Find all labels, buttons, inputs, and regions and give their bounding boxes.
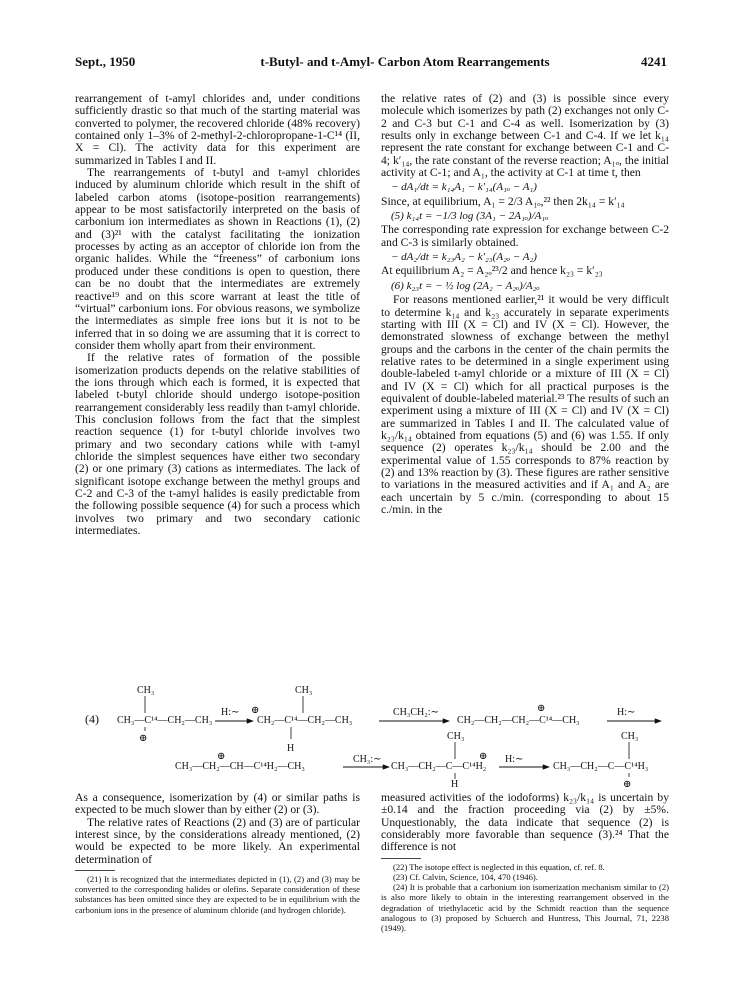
molecule-6-charge: ⊕	[623, 779, 632, 789]
molecule-2-hydrogen: H	[287, 743, 295, 754]
right-column-top	[381, 93, 669, 677]
running-header	[75, 54, 667, 74]
header-page-number: 4241	[641, 54, 667, 69]
footnote-rule	[75, 870, 115, 871]
paragraph: rearrangement of t-amyl chlorides and, under conditions sufficiently drastic so that much of the starting material was converted to polymer, the recovered chloride (48% recovery) contained only 1–3% of 2-methyl-2-chloropropane-1-C¹⁴ (II, X = Cl). The activity data for this experiment are summarized in Tables I and II.	[75, 92, 360, 167]
molecule-2-methyl: CH₃	[295, 685, 313, 696]
molecule-4: CH₃—CH₂—CH—C¹⁴H₂—CH₃	[175, 761, 305, 772]
arrow-1-label: H:∼	[221, 707, 240, 718]
arrow-2-label: CH₃CH₂:∼	[393, 707, 439, 718]
reaction-scheme-svg	[75, 681, 670, 789]
paragraph: The rearrangements of t-butyl and t-amyl chlorides induced by aluminum chloride which result in the shift of labeled carbon atoms (isotope-position rearrangements) appear to be most satisfactorily interpreted on the basis of carbonium ion intermediates as shown in Reactions (1), (2) and (3)²¹ with the catalyst facilitating the ionization processes by acting as an acceptor of chloride ion from the organic halides. While the “freeness” of carbonium ions produced under these conditions is open to question, there can be no doubt that the intermediates are extremely reactive¹⁹ and on this score warrant at least the title of “virtual” carbonium ions. For obvious reasons, we symbolize the intermediates as simple free ions but it is not to be inferred that in so doing we are assuming that it is correct to consider them wholly apart from their environment.	[75, 166, 360, 352]
molecule-5: CH₃—CH₂—C—C¹⁴H₂	[391, 761, 487, 772]
molecule-1-methyl: CH₃	[137, 685, 155, 696]
molecule-1: CH₃—C¹⁴—CH₂—CH₃	[117, 715, 213, 726]
paragraph: At equilibrium A₂ = A₂ₒ²³/2 and hence k₂₃ = k′₂₃	[381, 264, 603, 278]
equation-rate-c1: − dA₁/dt = k₁₄A₁ − k′₁₄(A₁ₒ − A₁)	[391, 181, 537, 194]
right-column-bottom	[381, 792, 669, 942]
molecule-3-charge: ⊕	[537, 703, 546, 714]
footnote-21: (21) It is recognized that the intermediates depicted in (1), (2) and (3) may be converted to the corresponding halides or olefins. Separate consideration of these substances has been omitted since they are expected to be in equilibrium with the carbonium ions in the presence of aluminum chloride (and hydrogen chloride).	[75, 874, 360, 915]
paragraph: If the relative rates of formation of the possible isomerization products depends on the relative stabilities of the ions through which each is formed, it is expected that labeled t-butyl chloride should undergo isotope-position rearrangement considerably less readily than t-amyl chloride. This conclusion follows from the fact that the simplest reaction sequence (1) for t-butyl chloride involves two primary and two secondary cations while with t-amyl chloride the simplest sequences have either two secondary (2) or one primary (3) cations as intermediates. The lack of significant isotope exchange between the methyl groups and C-2 and C-3 of the t-amyl halides is easily predictable from the following possible sequence (4) for such a process which involves two primary and two secondary cationic intermediates.	[75, 351, 360, 538]
molecule-4-charge: ⊕	[217, 751, 226, 762]
header-date: Sept., 1950	[75, 54, 136, 69]
molecule-6: CH₃—CH₂—C—C¹⁴H₃	[553, 761, 649, 772]
paragraph: the relative rates of (2) and (3) is possible since every molecule which isomerizes by path (2) exchanges not only C-2 and C-3 but C-1 and C-4 as well. Isomerization by (3) results only in exchange between C-1 and C-4. If we let k₁₄ represent the rate constant for exchange between C-1 and C-4; k′₁₄, the rate constant of the reverse reaction; A₁ₒ, the initial activity at C-1; and A₁, the activity at C-1 at time t, then	[381, 92, 669, 180]
paragraph: As a consequence, isomerization by (4) or similar paths is expected to be much slower than by either (2) or (3).	[75, 791, 360, 817]
molecule-6-methyl: CH₃	[621, 731, 639, 742]
footnote-22: (22) The isotope effect is neglected in this equation, cf. ref. 8.	[393, 861, 605, 872]
footnote-24: (24) It is probable that a carbonium ion isomerization mechanism similar to (2) is also more likely to obtain in the interesting rearrangement observed in the degradation of triethylacetic acid by the Schmidt reaction than the sequence analogous to (3) proposed by Schuerch and Huntress, This Journal, 71, 2238 (1949).	[381, 882, 669, 933]
molecule-5-charge: ⊕	[479, 751, 488, 762]
molecule-5-hydrogen: H	[451, 779, 459, 789]
molecule-3: CH₂—CH₂—CH₂—C¹⁴—CH₃	[457, 715, 580, 726]
arrow-3-label: H:∼	[617, 707, 636, 718]
paragraph: The corresponding rate expression for exchange between C-2 and C-3 is similarly obtained.	[381, 223, 669, 249]
equation-6: (6) k₂₃t = − ½ log (2A₂ − A₂ₒ)/A₂ₒ	[391, 279, 540, 292]
left-column-top	[75, 93, 360, 677]
footnote-rule	[381, 858, 421, 859]
equation-5: (5) k₁₄t = −1/3 log (3A₁ − 2A₁ₒ)/A₁ₒ	[391, 210, 549, 223]
molecule-1-charge: ⊕	[139, 733, 148, 744]
left-column-bottom	[75, 792, 360, 942]
equation-rate-c2: − dA₂/dt = k₂₃A₂ − k′₂₃(A₂ₒ − A₂)	[391, 251, 537, 264]
footnote-23: (23) Cf. Calvin, Science, 104, 470 (1946).	[393, 871, 538, 882]
arrow-5-label: H:∼	[505, 754, 524, 765]
molecule-5-methyl: CH₃	[447, 731, 465, 742]
paragraph: The relative rates of Reactions (2) and (3) are of particular interest since, by the considerations already mentioned, (2) would be expected to be more likely. An experimental determination of	[75, 815, 360, 866]
paragraph: measured activities of the iodoforms) k₂₃/k₁₄ is uncertain by ±0.14 and the fraction proceeding via (2) by ±5%. Unquestionably, the data indicate that sequence (2) is considerably more favorable than sequence (3).²⁴ That the difference is not	[381, 791, 669, 854]
scheme-number: (4)	[85, 712, 99, 726]
molecule-2-charge: ⊕	[251, 705, 260, 716]
paragraph: Since, at equilibrium, A₁ = 2/3 A₁ₒ,²² then 2k₁₄ = k′₁₄	[381, 194, 625, 208]
reaction-scheme-4	[75, 681, 670, 789]
arrow-4-label: CH₃:∼	[353, 754, 382, 765]
paragraph: For reasons mentioned earlier,²¹ it would be very difficult to determine k₁₄ and k₂₃ accurately in separate experiments starting with III (X = Cl) and IV (X = Cl). However, the demonstrated slowness of exchange between the methyl groups and the carbons in the center of the chain permits the relative rates to be determined in a single experiment using double-labeled t-amyl chloride or a mixture of III (X = Cl) and IV (X = Cl) which for all practical purposes is the equivalent of double-labeled material.²³ The results of such an experiment using a mixture of III (X = Cl) and IV (X = Cl) are summarized in Tables I and II. The calculated value of k₂₃/k₁₄ obtained from equations (5) and (6) was 1.55. If only sequence (2) operates k₂₃/k₁₄ should be 2.00 and the experimental value of 1.55 corresponds to 87% reaction by (2) and 13% reaction by (3). These figures are rather sensitive to variations in the measured activities and if A₁ and A₂ are each uncertain by 5 c./min. (corresponding to about 15 c./min. in the	[381, 293, 669, 516]
header-title: t-Butyl- and t-Amyl- Carbon Atom Rearrangements	[260, 54, 550, 69]
molecule-2: CH₂—C¹⁴—CH₂—CH₃	[257, 715, 353, 726]
